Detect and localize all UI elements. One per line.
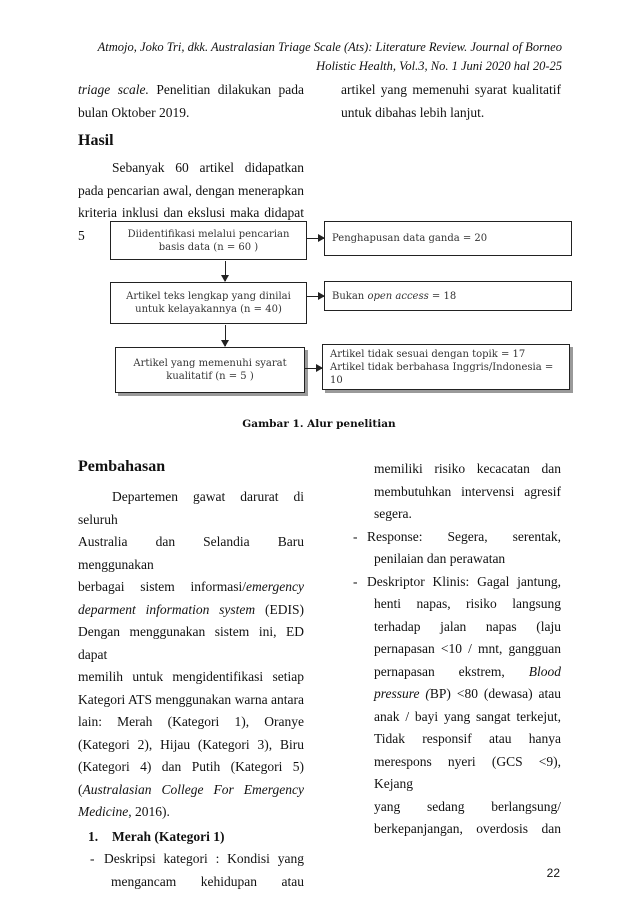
deskriptor-line5-a: pernapasan ekstrem,: [374, 663, 529, 679]
flow-box-qualified-line1: Artikel yang memenuhi syarat: [133, 358, 287, 369]
response-line2: penilaian dan perawatan: [374, 551, 506, 566]
list-number: 1.: [88, 828, 99, 844]
side2-italic: open access: [367, 290, 429, 302]
deskriptor-line7: anak / bayi yang sangat terkejut,: [374, 708, 561, 724]
hasil-line1: Sebanyak 60 artikel didapatkan: [112, 160, 304, 175]
intro-italic: triage scale.: [78, 82, 149, 97]
flow-box-fulltext: [110, 282, 307, 324]
pembahasan-line1: Departemen gawat darurat di seluruh: [78, 489, 304, 527]
header-journal: Journal of Borneo: [470, 40, 562, 54]
bullet-response: [341, 526, 561, 549]
header-citation: Atmojo, Joko Tri, dkk. Australasian Triage Scale (Ats): Literature Review.: [97, 40, 468, 54]
intro-left-line1: [78, 79, 304, 102]
pembahasan-line11-a: (: [78, 781, 83, 797]
pembahasan-line6: memilih untuk mengidentifikasi setiap: [78, 669, 304, 684]
pembahasan-line12: [78, 801, 304, 824]
intro-right-line2: untuk dibahas lebih lanjut.: [341, 104, 485, 120]
section-heading-hasil: Hasil: [78, 132, 114, 149]
flow-side-duplicates: [324, 221, 572, 256]
deskriptor-line8: Tidak responsif atau hanya: [374, 731, 561, 746]
flow-box-qualified: [115, 347, 305, 393]
section-heading-pembahasan: Pembahasan: [78, 458, 166, 475]
flow-side-duplicates-text: Penghapusan data ganda = 20: [332, 233, 488, 244]
right-column-top: [341, 79, 561, 124]
deskriptor-line10: yang sedang berlangsung/: [374, 798, 561, 814]
pembahasan-line10: (Kategori 4) dan Putih (Kategori 5): [78, 759, 304, 774]
arrow-right-1: [307, 238, 324, 239]
pembahasan-line11-b: Australasian College For Emergency: [82, 781, 304, 797]
flow-side-open-access: [324, 281, 572, 311]
page-number: 22: [546, 866, 560, 880]
running-header: [62, 38, 562, 76]
pembahasan-line11: [78, 779, 304, 802]
pembahasan-line3: [78, 576, 304, 599]
deskripsi-line2: mengancam kehidupan atau: [111, 873, 304, 889]
deskriptor-line6-a: pressure (: [374, 686, 430, 701]
deskriptor-line5: [341, 661, 561, 684]
deskripsi-line1: Deskripsi kategori : Kondisi yang: [104, 851, 304, 866]
intro-rest: Penelitian dilakukan pada: [148, 82, 304, 97]
deskriptor-line1: Deskriptor Klinis: Gagal jantung,: [367, 573, 561, 589]
intro-left-line2: bulan Oktober 2019.: [78, 104, 190, 120]
deskriptor-line6: [341, 683, 561, 706]
continued-line2: membutuhkan intervensi agresif: [374, 483, 561, 499]
right-column-bottom: [341, 458, 561, 841]
continued-line1: memiliki risiko kecacatan dan: [374, 461, 561, 476]
response-line1: Response: Segera, serentak,: [367, 528, 561, 544]
flow-side-excluded: [322, 344, 570, 390]
flow-box-qualified-line2: kualitatif (n = 5 ): [166, 371, 254, 382]
pembahasan-line8: lain: Merah (Kategori 1), Oranye: [78, 714, 304, 729]
deskriptor-line3: terhadap jalan napas (laju: [374, 618, 561, 634]
list-item-merah: [88, 826, 304, 849]
pembahasan-line3-b: emergency: [246, 579, 304, 594]
intro-right-line1: artikel yang memenuhi syarat kualitatif: [341, 82, 561, 97]
bullet-deskripsi: [78, 848, 304, 871]
bullet-deskriptor: [341, 571, 561, 594]
dash-marker: -: [353, 573, 358, 589]
hasil-line3: kriteria inklusi dan ekslusi maka didapat 5: [78, 205, 304, 243]
flow-box-identified-line1: Diidentifikasi melalui pencarian: [127, 228, 290, 240]
dash-marker: -: [90, 851, 95, 866]
deskriptor-line2: henti napas, risiko langsung: [374, 596, 561, 611]
arrow-right-2: [307, 296, 324, 297]
flow-box-identified: [110, 221, 307, 260]
continued-line3: segera.: [374, 506, 412, 521]
pembahasan-line3-a: berbagai sistem informasi/: [78, 579, 247, 594]
deskriptor-line9: merespons nyeri (GCS <9), Kejang: [374, 753, 561, 791]
pembahasan-line9: (Kategori 2), Hijau (Kategori 3), Biru: [78, 736, 304, 752]
pembahasan-line5: Dengan menggunakan sistem ini, ED dapat: [78, 624, 304, 662]
pembahasan-line7: Kategori ATS menggunakan warna antara: [78, 691, 304, 707]
pembahasan-line2: Australia dan Selandia Baru menggunakan: [78, 534, 304, 572]
header-volume: Holistic Health, Vol.3, No. 1 Juni 2020 hal 20-25: [316, 59, 562, 73]
deskriptor-line5-b: Blood: [528, 663, 561, 679]
deskriptor-line6-b: BP) <80 (dewasa) atau: [429, 686, 562, 701]
side2-post: = 18: [428, 290, 457, 302]
pembahasan-line12-a: Medicine: [78, 804, 129, 819]
left-column-bottom: [78, 456, 304, 893]
arrow-down-2: [225, 325, 226, 346]
deskriptor-line4: pernapasan <10 / mnt, gangguan: [374, 641, 561, 656]
hasil-line2: pada pencarian awal, dengan menerapkan: [78, 182, 304, 198]
arrow-down-1: [225, 261, 226, 281]
flow-side-excluded-line2: Artikel tidak berbahasa Inggris/Indonesia = 10: [330, 361, 554, 386]
list-title: Merah (Kategori 1): [112, 828, 225, 844]
side2-pre: Bukan: [332, 290, 368, 302]
dash-marker: -: [353, 528, 358, 544]
flow-box-identified-line2: basis data (n = 60 ): [158, 241, 259, 253]
deskriptor-line11: berkepanjangan, overdosis dan: [374, 821, 561, 836]
pembahasan-line12-b: , 2016).: [128, 804, 170, 819]
flow-box-fulltext-line2: untuk kelayakannya (n = 40): [135, 304, 282, 315]
flow-side-excluded-line1: Artikel tidak sesuai dengan topik = 17: [330, 348, 526, 360]
pembahasan-line4: [78, 599, 304, 622]
arrow-right-3: [305, 368, 322, 369]
flow-side-open-access-text: [332, 290, 571, 303]
pembahasan-line4-b: (EDIS): [255, 601, 304, 617]
flow-box-fulltext-line1: Artikel teks lengkap yang dinilai: [126, 291, 291, 302]
pembahasan-line4-a: deparment information system: [78, 601, 256, 617]
figure-caption: Gambar 1. Alur penelitian: [242, 418, 396, 430]
